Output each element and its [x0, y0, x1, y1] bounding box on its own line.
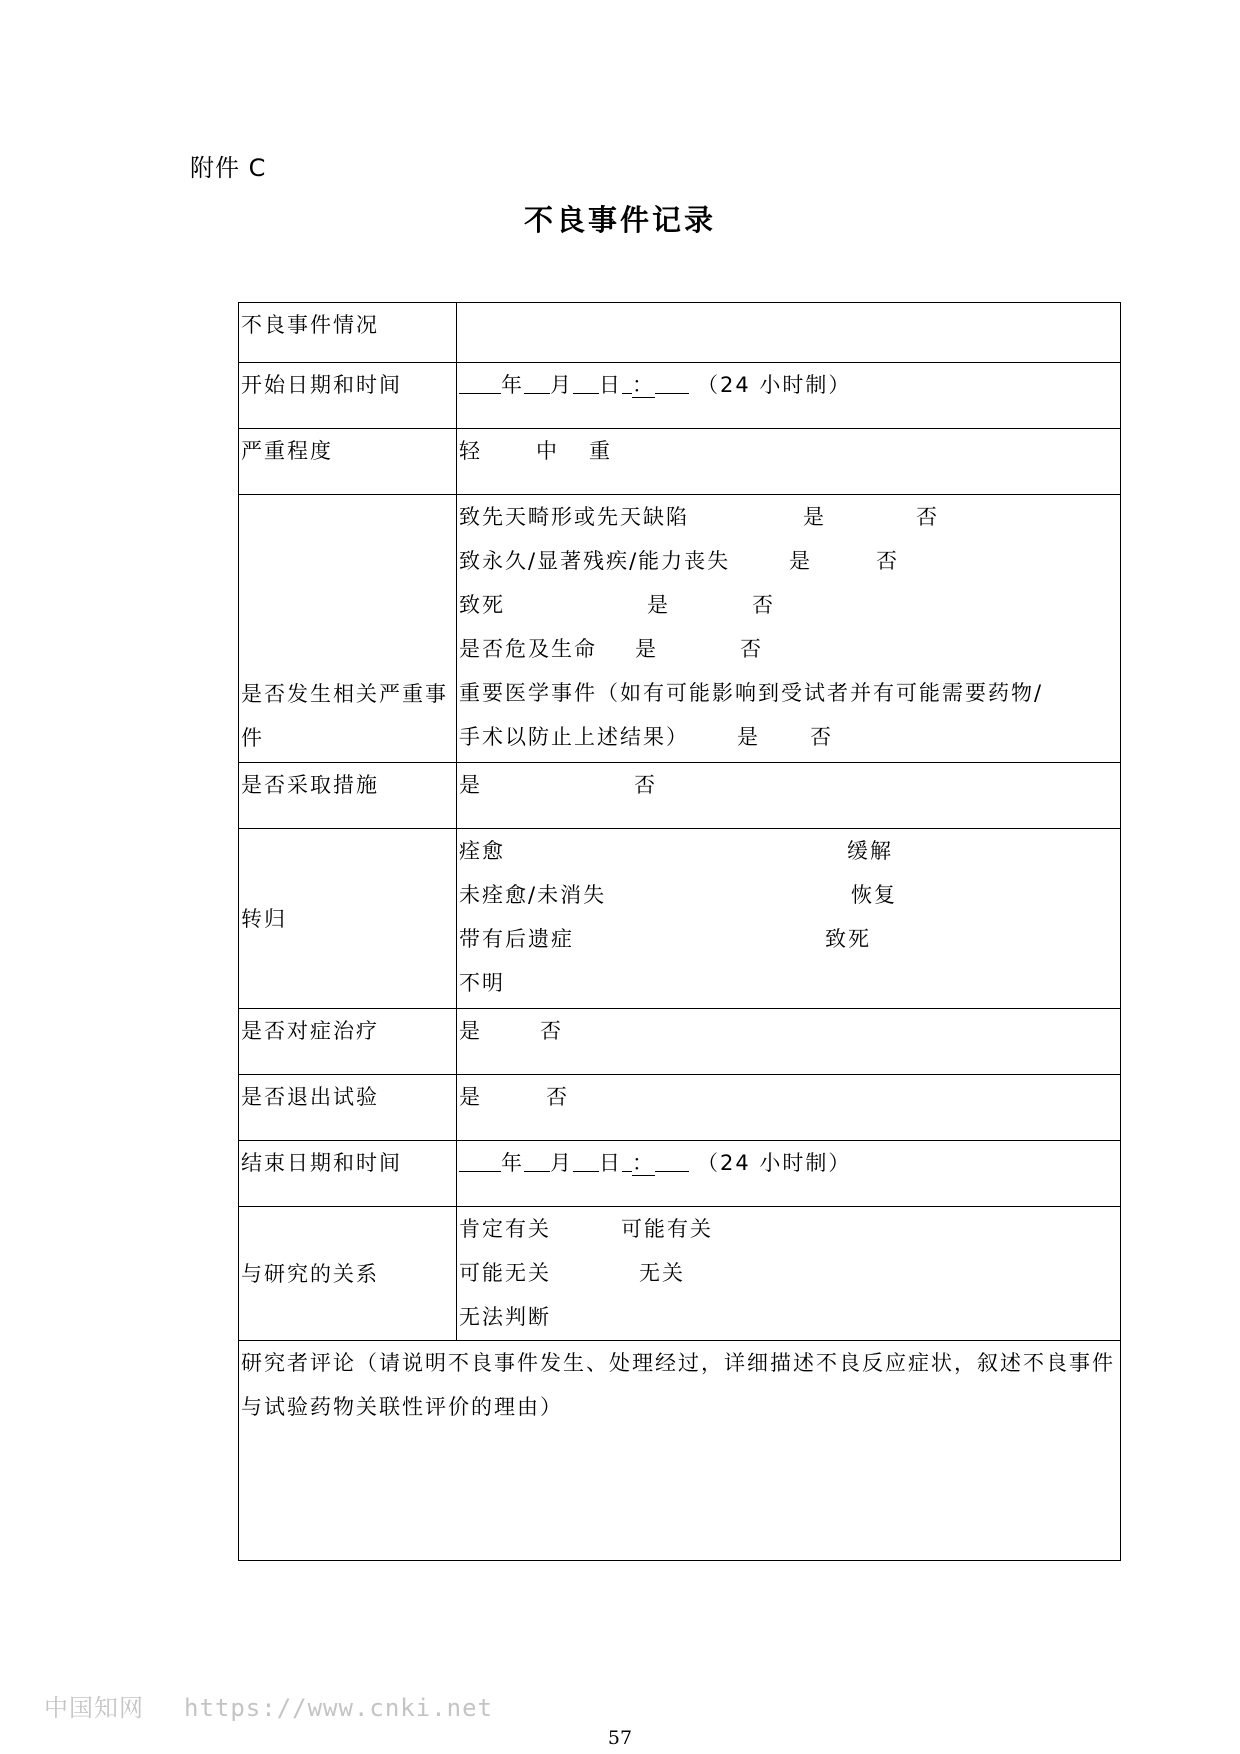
severity-option-mild[interactable]: 轻 — [459, 439, 482, 463]
withdraw-no[interactable]: 否 — [546, 1085, 569, 1109]
relation-line-3 — [459, 1295, 1120, 1339]
label-relation-text: 与研究的关系 — [241, 1261, 379, 1286]
end-year-unit: 年 — [501, 1151, 524, 1175]
start-colon: ： — [632, 373, 655, 397]
label-start-date-text: 开始日期和时间 — [241, 373, 402, 397]
serious-item-life-threatening-no[interactable]: 否 — [740, 637, 763, 661]
end-hour-blank[interactable] — [622, 1149, 632, 1172]
end-month-unit: 月 — [550, 1151, 573, 1175]
serious-item-medical-line1 — [459, 671, 1120, 715]
serious-item-disability-no[interactable]: 否 — [876, 549, 899, 573]
end-colon: ： — [632, 1151, 655, 1175]
row-symptomatic — [239, 1009, 1121, 1075]
start-day-unit: 日 — [599, 373, 622, 397]
label-end-date — [239, 1141, 457, 1207]
end-day-blank[interactable] — [573, 1149, 599, 1172]
watermark-cnki-name: 中国知网 — [44, 1694, 144, 1722]
start-month-blank[interactable] — [524, 371, 550, 394]
label-serious-events-text: 是否发生相关严重事件 — [241, 682, 448, 750]
outcome-sequelae[interactable]: 带有后遗症 — [459, 927, 574, 951]
label-event-text: 不良事件情况 — [241, 313, 379, 337]
start-minute-blank[interactable] — [655, 371, 689, 394]
serious-item-disability-text: 致永久/显著残疾/能力丧失 — [459, 549, 731, 573]
value-end-date — [457, 1141, 1121, 1207]
page-number: 57 — [607, 1727, 633, 1749]
outcome-death[interactable]: 致死 — [825, 927, 871, 951]
value-measures — [457, 763, 1121, 829]
label-measures — [239, 763, 457, 829]
outcome-unknown[interactable]: 不明 — [459, 971, 505, 995]
relation-line-1 — [459, 1207, 1120, 1251]
document-title: 不良事件记录 — [523, 203, 716, 237]
outcome-recovered[interactable]: 恢复 — [851, 883, 897, 907]
value-outcome — [457, 829, 1121, 1009]
row-comment — [239, 1341, 1121, 1561]
value-start-date — [457, 363, 1121, 429]
value-severity — [457, 429, 1121, 495]
outcome-not-cured[interactable]: 未痊愈/未消失 — [459, 883, 607, 907]
comment-cell[interactable] — [239, 1341, 1121, 1561]
serious-item-death — [459, 583, 1120, 627]
serious-item-life-threatening-text: 是否危及生命 — [459, 637, 597, 661]
label-withdraw-text: 是否退出试验 — [241, 1085, 379, 1109]
row-end-date — [239, 1141, 1121, 1207]
row-relation — [239, 1207, 1121, 1341]
adverse-event-form — [238, 302, 1121, 1561]
label-symptomatic-text: 是否对症治疗 — [241, 1019, 379, 1043]
label-withdraw — [239, 1075, 457, 1141]
label-serious-events — [239, 495, 457, 763]
row-outcome — [239, 829, 1121, 1009]
start-year-unit: 年 — [501, 373, 524, 397]
relation-possibly-unrelated[interactable]: 可能无关 — [459, 1261, 551, 1285]
serious-item-death-no[interactable]: 否 — [752, 593, 775, 617]
outcome-relieved[interactable]: 缓解 — [847, 839, 893, 863]
annex-label: 附件 C — [190, 154, 267, 182]
label-symptomatic — [239, 1009, 457, 1075]
relation-probable[interactable]: 可能有关 — [621, 1217, 713, 1241]
end-day-unit: 日 — [599, 1151, 622, 1175]
row-start-date — [239, 363, 1121, 429]
serious-item-death-yes[interactable]: 是 — [647, 593, 670, 617]
end-minute-blank[interactable] — [655, 1149, 689, 1172]
relation-line-2 — [459, 1251, 1120, 1295]
value-withdraw — [457, 1075, 1121, 1141]
serious-item-life-threatening — [459, 627, 1120, 671]
value-serious-events — [457, 495, 1121, 763]
label-severity-text: 严重程度 — [241, 439, 333, 463]
symptomatic-yes[interactable]: 是 — [459, 1019, 482, 1043]
outcome-cured[interactable]: 痊愈 — [459, 839, 505, 863]
severity-option-moderate[interactable]: 中 — [536, 439, 559, 463]
serious-item-disability-yes[interactable]: 是 — [789, 549, 812, 573]
end-month-blank[interactable] — [524, 1149, 550, 1172]
serious-item-congenital — [459, 495, 1120, 539]
label-outcome — [239, 829, 457, 1009]
measures-yes[interactable]: 是 — [459, 773, 482, 797]
serious-item-disability — [459, 539, 1120, 583]
label-measures-text: 是否采取措施 — [241, 773, 379, 797]
start-year-blank[interactable] — [459, 371, 501, 394]
watermark-url: https://www.cnki.net — [184, 1694, 493, 1722]
relation-undetermined[interactable]: 无法判断 — [459, 1305, 551, 1329]
label-end-date-text: 结束日期和时间 — [241, 1151, 402, 1175]
start-day-blank[interactable] — [573, 371, 599, 394]
label-event — [239, 303, 457, 363]
outcome-line-1 — [459, 829, 1120, 873]
serious-item-medical-yes[interactable]: 是 — [737, 725, 760, 749]
relation-definite[interactable]: 肯定有关 — [459, 1217, 551, 1241]
symptomatic-no[interactable]: 否 — [540, 1019, 563, 1043]
start-month-unit: 月 — [550, 373, 573, 397]
serious-item-congenital-yes[interactable]: 是 — [803, 505, 826, 529]
label-outcome-text: 转归 — [241, 906, 287, 931]
outcome-line-3 — [459, 917, 1120, 961]
serious-item-life-threatening-yes[interactable]: 是 — [635, 637, 658, 661]
comment-instruction: 研究者评论（请说明不良事件发生、处理经过，详细描述不良反应症状，叙述不良事件与试验药物关联性评价的理由） — [241, 1351, 1115, 1419]
serious-item-death-text: 致死 — [459, 593, 505, 617]
end-year-blank[interactable] — [459, 1149, 501, 1172]
row-event — [239, 303, 1121, 363]
serious-item-medical-text2: 手术以防止上述结果） — [459, 725, 689, 749]
withdraw-yes[interactable]: 是 — [459, 1085, 482, 1109]
outcome-line-2 — [459, 873, 1120, 917]
value-event-field[interactable] — [457, 303, 1121, 363]
start-note: （24 小时制） — [697, 373, 852, 397]
start-hour-blank[interactable] — [622, 371, 632, 394]
outcome-line-4 — [459, 961, 1120, 1005]
measures-no[interactable]: 否 — [634, 773, 657, 797]
watermark — [44, 1688, 493, 1723]
serious-item-congenital-no[interactable]: 否 — [916, 505, 939, 529]
end-note: （24 小时制） — [697, 1151, 852, 1175]
row-measures — [239, 763, 1121, 829]
severity-option-severe[interactable]: 重 — [589, 439, 612, 463]
serious-item-medical-text1: 重要医学事件（如有可能影响到受试者并有可能需要药物/ — [459, 681, 1044, 705]
serious-item-medical-no[interactable]: 否 — [810, 725, 833, 749]
label-severity — [239, 429, 457, 495]
value-relation — [457, 1207, 1121, 1341]
serious-item-congenital-text: 致先天畸形或先天缺陷 — [459, 505, 689, 529]
row-severity — [239, 429, 1121, 495]
relation-unrelated[interactable]: 无关 — [639, 1261, 685, 1285]
value-symptomatic — [457, 1009, 1121, 1075]
row-withdraw — [239, 1075, 1121, 1141]
label-start-date — [239, 363, 457, 429]
label-relation — [239, 1207, 457, 1341]
serious-item-medical-line2 — [459, 715, 1120, 759]
row-serious-events — [239, 495, 1121, 763]
